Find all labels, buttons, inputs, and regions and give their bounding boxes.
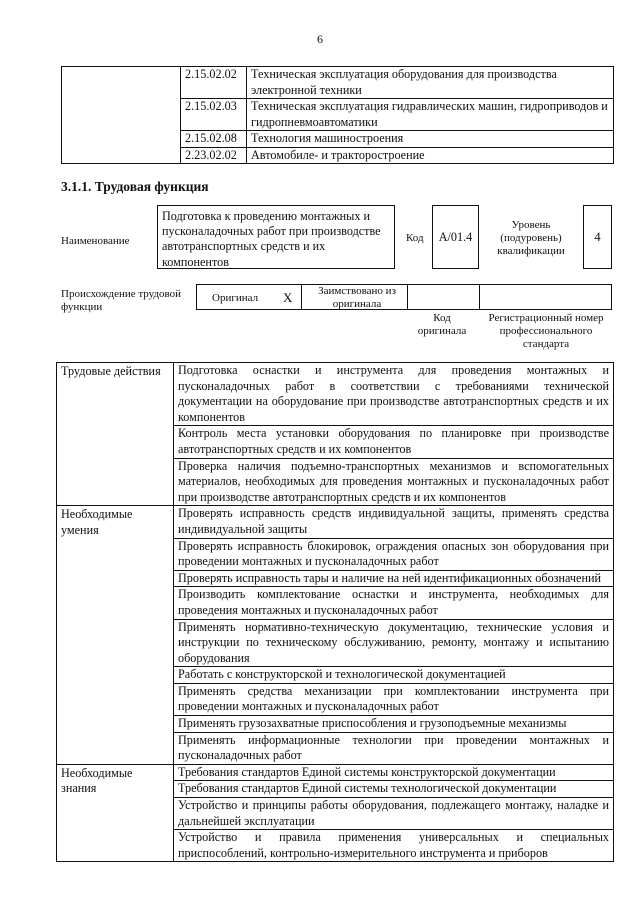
item-cell: Применять нормативно-техническую документацию, технические условия и инструкции по техническому обслуживанию, ремонту, монтажу и испытанию оборудования [174, 619, 614, 667]
page-number: 6 [317, 32, 323, 46]
item-cell: Контроль места установки оборудования по планировке при производстве автотранспортных средств и их компонентов [174, 426, 614, 458]
item-cell: Применять средства механизации при комплектовании инструмента при проведении монтажных и пусконаладочных работ [174, 683, 614, 715]
qualification-level-value: 4 [594, 230, 601, 244]
qualification-level-label: Уровень (подуровень) квалификации [497, 219, 565, 257]
specialty-code: 2.15.02.08 [181, 131, 247, 148]
origin-row [196, 284, 612, 310]
item-cell: Работать с конструкторской и технологической документацией [174, 667, 614, 684]
specialty-name: Автомобиле- и тракторостроение [247, 147, 614, 164]
table-row [62, 67, 614, 99]
category-cell: Необходимые умения [57, 506, 174, 765]
item-cell: Проверять исправность тары и наличие на ней идентификационных обозначений [174, 570, 614, 587]
item-cell: Требования стандартов Единой системы конструкторской документации [174, 764, 614, 781]
specialty-code: 2.15.02.02 [181, 67, 247, 99]
specialty-name: Технология машиностроения [247, 131, 614, 148]
category-cell: Трудовые действия [57, 363, 174, 506]
table-row [57, 506, 614, 538]
reg-number-caption: Регистрационный номер профессионального стандарта [488, 312, 604, 350]
function-code-value: A/01.4 [438, 230, 473, 244]
divider [301, 284, 302, 310]
code-label: Код [406, 232, 424, 244]
item-cell: Производить комплектование оснастки и инструмента, необходимых для проведения монтажных и пусконаладочных работ [174, 587, 614, 619]
item-cell: Применять информационные технологии при проведении монтажных и пусконаладочных работ [174, 732, 614, 764]
specialty-code: 2.15.02.03 [181, 99, 247, 131]
blank-cell [62, 67, 181, 164]
education-codes-table [61, 66, 614, 164]
item-cell: Проверка наличия подъемно-транспортных механизмов и вспомогательных материалов, необходимых для проведения монтажных и пусконаладочных работ при производстве автотранспортных средств и их компонентов [174, 458, 614, 506]
item-cell: Устройство и принципы работы оборудования, подлежащего монтажу, наладке и дальнейшей эксплуатации [174, 798, 614, 830]
specialty-name: Техническая эксплуатация оборудования для производства электронной техники [247, 67, 614, 99]
borrowed-label: Заимствовано из оригинала [318, 285, 396, 310]
divider [407, 284, 408, 310]
function-code-box [432, 205, 479, 269]
function-name-value: Подготовка к проведению монтажных и пусконаладочных работ при производстве автотранспортных средств и их компонентов [162, 209, 381, 269]
origin-code-caption: Код оригинала [417, 312, 467, 337]
function-name-box [157, 205, 395, 269]
specialty-name: Техническая эксплуатация гидравлических машин, гидроприводов и гидропневмоавтоматики [247, 99, 614, 131]
section-title: 3.1.1. Трудовая функция [61, 179, 209, 194]
qualification-level-box [583, 205, 612, 269]
name-label: Наименование [61, 235, 130, 247]
item-cell: Применять грузозахватные приспособления и грузоподъемные механизмы [174, 716, 614, 733]
table-row [57, 363, 614, 426]
original-label: Оригинал [212, 292, 259, 304]
specialty-code: 2.23.02.02 [181, 147, 247, 164]
original-mark: X [283, 290, 293, 305]
item-cell: Устройство и правила применения универсальных и специальных приспособлений, контрольно-измерительного инструмента и приборов [174, 830, 614, 862]
item-cell: Проверять исправность средств индивидуальной защиты, применять средства индивидуальной защиты [174, 506, 614, 538]
item-cell: Подготовка оснастки и инструмента для проведения монтажных и пусконаладочных работ в соответствии с требованиями технической документации на оборудование при производстве автотранспортных средств и их компонентов [174, 363, 614, 426]
item-cell: Проверять исправность блокировок, ограждения опасных зон оборудования при проведении монтажных и пусконаладочных работ [174, 538, 614, 570]
function-details-table [56, 362, 614, 862]
origin-label: Происхождение трудовой функции [61, 288, 182, 313]
category-cell: Необходимые знания [57, 764, 174, 862]
item-cell: Требования стандартов Единой системы технологической документации [174, 781, 614, 798]
divider [479, 284, 480, 310]
table-row [57, 764, 614, 781]
